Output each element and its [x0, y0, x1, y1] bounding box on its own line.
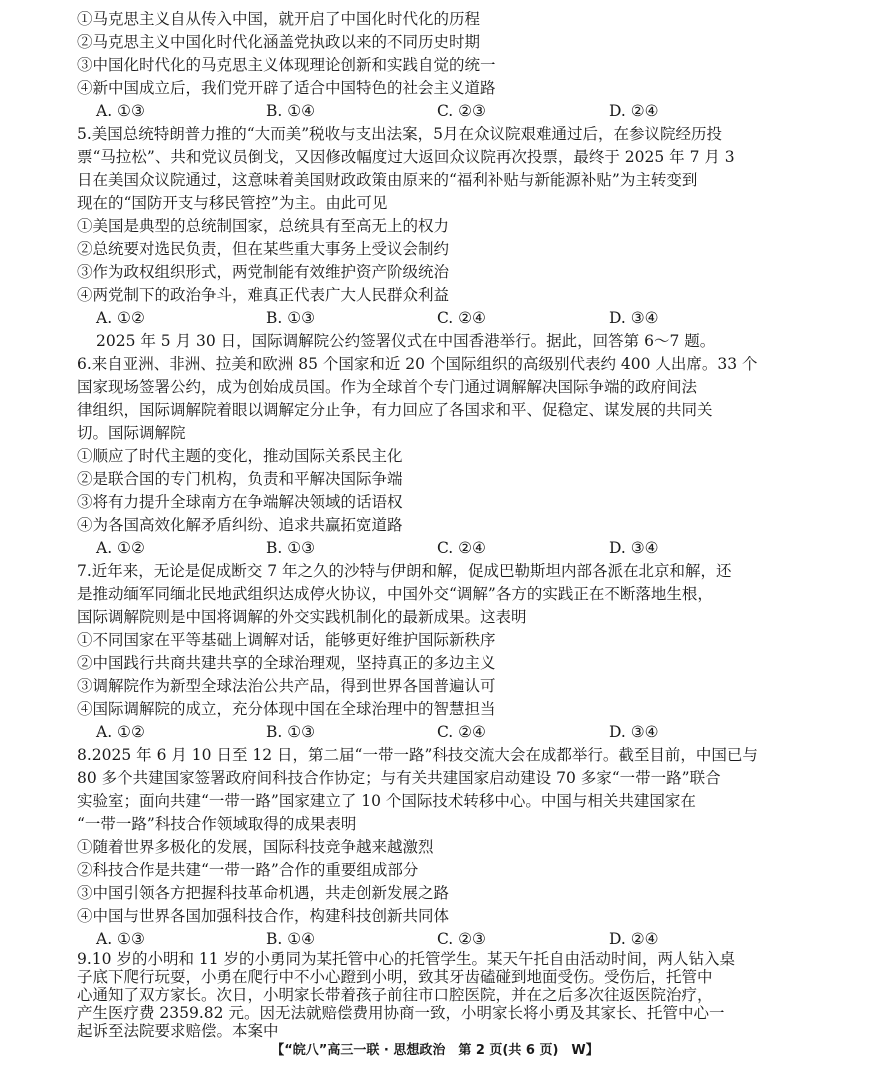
q7-option-1: ①不同国家在平等基础上调解对话，能够更好维护国际新秩序	[77, 631, 496, 649]
q8-stem-line-1: 8.2025 年 6 月 10 日至 12 日，第二届“一带一路”科技交流大会在成都举行。截至目前，中国已与	[77, 746, 758, 764]
q7-stem-line-2: 是推动缅军同缅北民地武组织达成停火协议，中国外交“调解”各方的实践正在不断落地生根，	[77, 585, 713, 603]
page-footer: 【“皖八”高三一联 · 思想政治 第 2 页(共 6 页) W】	[271, 1043, 599, 1058]
q7-option-4: ④国际调解院的成立，充分体现中国在全球治理中的智慧担当	[77, 700, 496, 718]
q9-stem-line-1: 9.10 岁的小明和 11 岁的小勇同为某托管中心的托管学生。某天午托自由活动时间，两人钻入桌	[77, 950, 736, 968]
q9-stem-line-3: 心通知了双方家长。次日，小明家长带着孩子前往市口腔医院，并在之后多次往返医院治疗，	[77, 986, 713, 1004]
q6-option-4: ④为各国高效化解矛盾纠纷、追求共赢拓宽道路	[77, 516, 403, 534]
q8-choice-c: C. ②③	[437, 930, 486, 948]
q6-7-intro: 2025 年 5 月 30 日，国际调解院公约签署仪式在中国香港举行。据此，回答第 6～7 题。	[96, 332, 716, 350]
q6-choice-c: C. ②④	[437, 539, 486, 557]
q4-choice-d: D. ②④	[609, 102, 659, 120]
q7-option-3: ③调解院作为新型全球法治公共产品，得到世界各国普遍认可	[77, 677, 496, 695]
q4-option-2: ②马克思主义中国化时代化涵盖党执政以来的不同历史时期	[77, 33, 481, 51]
q8-choice-a: A. ①③	[96, 930, 145, 948]
q4-option-1: ①马克思主义自从传入中国，就开启了中国化时代化的历程	[77, 10, 481, 28]
q5-stem-line-3: 日在美国众议院通过，这意味着美国财政政策由原来的“福利补贴与新能源补贴”为主转变到	[77, 171, 698, 189]
q7-stem-line-1: 7.近年来，无论是促成断交 7 年之久的沙特与伊朗和解，促成巴勒斯坦内部各派在北京和解，还	[77, 562, 732, 580]
q4-option-4: ④新中国成立后，我们党开辟了适合中国特色的社会主义道路	[77, 79, 496, 97]
q6-choices	[96, 537, 796, 559]
q4-choices	[96, 100, 796, 122]
q7-option-2: ②中国践行共商共建共享的全球治理观，坚持真正的多边主义	[77, 654, 496, 672]
q6-stem-line-4: 切。国际调解院	[77, 424, 186, 442]
q9-stem-line-2: 子底下爬行玩耍，小勇在爬行中不小心蹬到小明，致其牙齿磕碰到地面受伤。受伤后，托管中	[77, 968, 713, 986]
q5-choice-c: C. ②④	[437, 309, 486, 327]
q6-choice-d: D. ③④	[609, 539, 659, 557]
q5-stem-line-4: 现在的“国防开支与移民管控”为主。由此可见	[77, 194, 388, 212]
q4-choice-c: C. ②③	[437, 102, 486, 120]
q8-stem-line-4: “一带一路”科技合作领域取得的成果表明	[77, 815, 357, 833]
q5-option-4: ④两党制下的政治争斗，难真正代表广大人民群众利益	[77, 286, 450, 304]
q6-option-3: ③将有力提升全球南方在争端解决领域的话语权	[77, 493, 403, 511]
q8-option-1: ①随着世界多极化的发展，国际科技竞争越来越激烈	[77, 838, 434, 856]
q6-choice-b: B. ①③	[266, 539, 316, 557]
q8-option-3: ③中国引领各方把握科技革命机遇，共走创新发展之路	[77, 884, 450, 902]
q5-option-1: ①美国是典型的总统制国家，总统具有至高无上的权力	[77, 217, 450, 235]
q6-choice-a: A. ①②	[96, 539, 145, 557]
q4-option-3: ③中国化时代化的马克思主义体现理论创新和实践自觉的统一	[77, 56, 496, 74]
q5-stem-line-1: 5.美国总统特朗普力推的“大而美”税收与支出法案，5月在众议院艰难通过后，在参议院经历投	[77, 125, 723, 143]
q5-choice-b: B. ①③	[266, 309, 316, 327]
q6-option-1: ①顺应了时代主题的变化，推动国际关系民主化	[77, 447, 403, 465]
q7-choice-c: C. ②④	[437, 723, 486, 741]
q8-stem-line-2: 80 多个共建国家签署政府间科技合作协定；与有关共建国家启动建设 70 多家“一带一路”联合	[77, 769, 721, 787]
q8-choice-b: B. ①④	[266, 930, 316, 948]
q7-choice-b: B. ①③	[266, 723, 316, 741]
q6-stem-line-2: 国家现场签署公约，成为创始成员国。作为全球首个专门通过调解解决国际争端的政府间法	[77, 378, 698, 396]
q5-stem-line-2: 票“马拉松”、共和党议员倒戈，又因修改幅度过大返回众议院再次投票，最终于 2025 年 7 月 3	[77, 148, 735, 166]
q5-choices	[96, 307, 796, 329]
q7-choice-a: A. ①②	[96, 723, 145, 741]
q8-stem-line-3: 实验室；面向共建“一带一路”国家建立了 10 个国际技术转移中心。中国与相关共建国家在	[77, 792, 696, 810]
q4-choice-a: A. ①③	[96, 102, 145, 120]
q9-stem-line-4: 产生医疗费 2359.82 元。因无法就赔偿费用协商一致，小明家长将小勇及其家长、托管中心一	[77, 1004, 725, 1022]
q7-stem-line-3: 国际调解院则是中国将调解的外交实践机制化的最新成果。这表明	[77, 608, 527, 626]
q9-stem-line-5: 起诉至法院要求赔偿。本案中	[77, 1022, 279, 1040]
q7-choices	[96, 721, 796, 743]
q6-stem-line-1: 6.来自亚洲、非洲、拉美和欧洲 85 个国家和近 20 个国际组织的高级别代表约 400 人出席。33 个	[77, 355, 758, 373]
q5-option-2: ②总统要对选民负责，但在某些重大事务上受议会制约	[77, 240, 450, 258]
q8-option-4: ④中国与世界各国加强科技合作，构建科技创新共同体	[77, 907, 450, 925]
q7-choice-d: D. ③④	[609, 723, 659, 741]
q8-choice-d: D. ②④	[609, 930, 659, 948]
q8-choices	[96, 928, 796, 950]
q5-choice-d: D. ③④	[609, 309, 659, 327]
q8-option-2: ②科技合作是共建“一带一路”合作的重要组成部分	[77, 861, 419, 879]
q5-option-3: ③作为政权组织形式，两党制能有效维护资产阶级统治	[77, 263, 450, 281]
q5-choice-a: A. ①②	[96, 309, 145, 327]
q6-option-2: ②是联合国的专门机构，负责和平解决国际争端	[77, 470, 403, 488]
q4-choice-b: B. ①④	[266, 102, 316, 120]
q6-stem-line-3: 律组织，国际调解院着眼以调解定分止争，有力回应了各国求和平、促稳定、谋发展的共同关	[77, 401, 713, 419]
